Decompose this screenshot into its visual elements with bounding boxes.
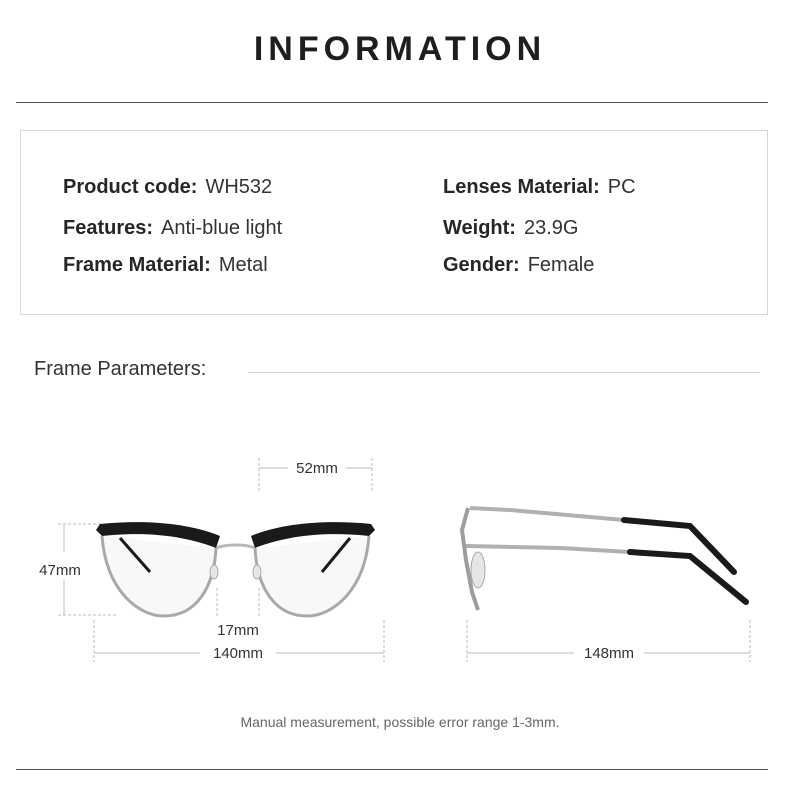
measurement-note: Manual measurement, possible error range 1-3mm. bbox=[240, 714, 560, 730]
lens-height-label: 47mm bbox=[39, 562, 81, 579]
top-divider bbox=[16, 102, 768, 103]
spec-value: Anti-blue light bbox=[161, 217, 283, 239]
spec-value: 23.9G bbox=[523, 217, 579, 239]
glasses-side-view bbox=[462, 508, 750, 662]
frame-width-label: 140mm bbox=[212, 645, 264, 662]
spec-frame-material bbox=[63, 254, 268, 277]
spec-label: Product code: bbox=[63, 176, 198, 198]
spec-value: WH532 bbox=[205, 176, 273, 198]
spec-value: Female bbox=[527, 254, 595, 276]
info-box bbox=[20, 130, 768, 315]
frame-diagram bbox=[0, 440, 800, 680]
bottom-divider bbox=[16, 769, 768, 770]
spec-label: Weight: bbox=[443, 217, 516, 239]
spec-lenses-material bbox=[443, 176, 636, 199]
spec-product-code bbox=[63, 176, 272, 199]
temple-length-label: 148mm bbox=[583, 645, 635, 662]
spec-gender bbox=[443, 254, 594, 277]
spec-label: Lenses Material: bbox=[443, 176, 600, 198]
glasses-front-view bbox=[39, 458, 384, 662]
spec-features bbox=[63, 217, 282, 240]
spec-value: Metal bbox=[218, 254, 268, 276]
section-divider bbox=[248, 372, 760, 373]
spec-weight bbox=[443, 217, 578, 240]
spec-label: Gender: bbox=[443, 254, 520, 276]
spec-label: Features: bbox=[63, 217, 154, 239]
bridge-width-label: 17mm bbox=[217, 622, 259, 639]
spec-label: Frame Material: bbox=[63, 254, 211, 276]
spec-value: PC bbox=[607, 176, 636, 198]
frame-parameters-title: Frame Parameters: bbox=[34, 358, 207, 380]
page-title: INFORMATION bbox=[253, 30, 547, 68]
lens-width-label: 52mm bbox=[296, 460, 338, 477]
